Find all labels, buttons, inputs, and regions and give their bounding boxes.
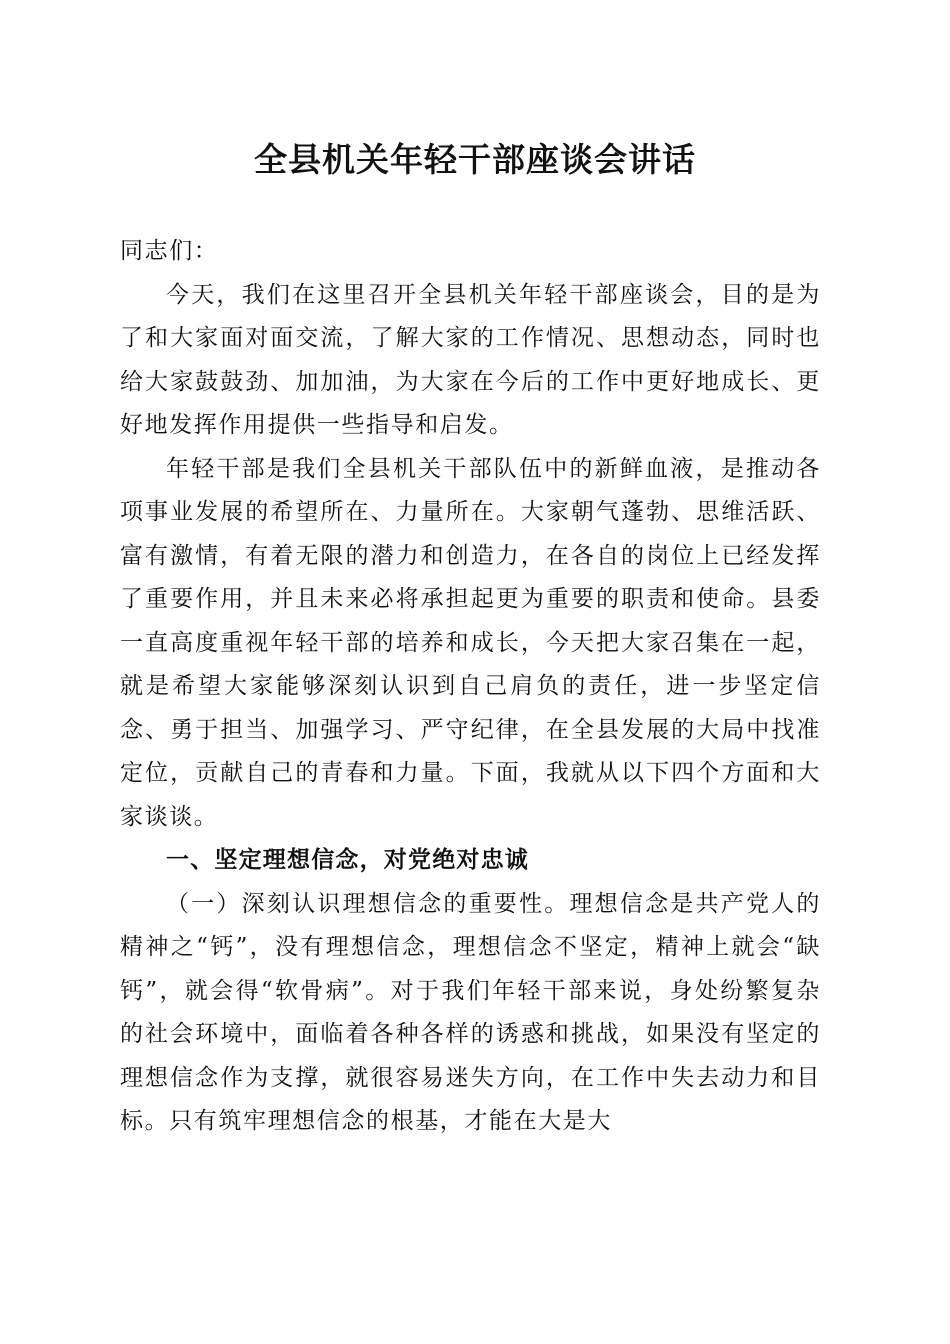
document-body bbox=[120, 230, 821, 1144]
section-paragraph: （一）深刻认识理想信念的重要性。理想信念是共产党人的精神之“钙”，没有理想信念，理想信念不坚定，精神上就会“缺钙”，就会得“软骨病”。对于我们年轻干部来说，身处纷繁复杂的社会环境中，面临着各种各样的诱惑和挑战，如果没有坚定的理想信念作为支撑，就很容易迷失方向，在工作中失去动力和目标。只有筑牢理想信念的根基，才能在大是大 bbox=[120, 890, 821, 1134]
paragraph-intro: 今天，我们在这里召开全县机关年轻干部座谈会，目的是为了和大家面对面交流，了解大家的工作情况、思想动态，同时也给大家鼓鼓劲、加加油，为大家在今后的工作中更好地成长、更好地发挥作用提供一些指导和启发。 bbox=[120, 281, 821, 438]
paragraph-young-cadres: 年轻干部是我们全县机关干部队伍中的新鲜血液，是推动各项事业发展的希望所在、力量所在。大家朝气蓬勃、思维活跃、富有激情，有着无限的潜力和创造力，在各自的岗位上已经发挥了重要作用，并且未来必将承担起更为重要的职责和使命。县委一直高度重视年轻干部的培养和成长，今天把大家召集在一起，就是希望大家能够深刻认识到自己肩负的责任，进一步坚定信念、勇于担当、加强学习、严守纪律，在全县发展的大局中找准定位，贡献自己的青春和力量。下面，我就从以下四个方面和大家谈谈。 bbox=[120, 455, 821, 830]
salutation: 同志们： bbox=[120, 238, 219, 264]
section-heading: 一、坚定理想信念，对党绝对忠诚 bbox=[166, 847, 529, 873]
document-title: 全县机关年轻干部座谈会讲话 bbox=[254, 140, 696, 179]
